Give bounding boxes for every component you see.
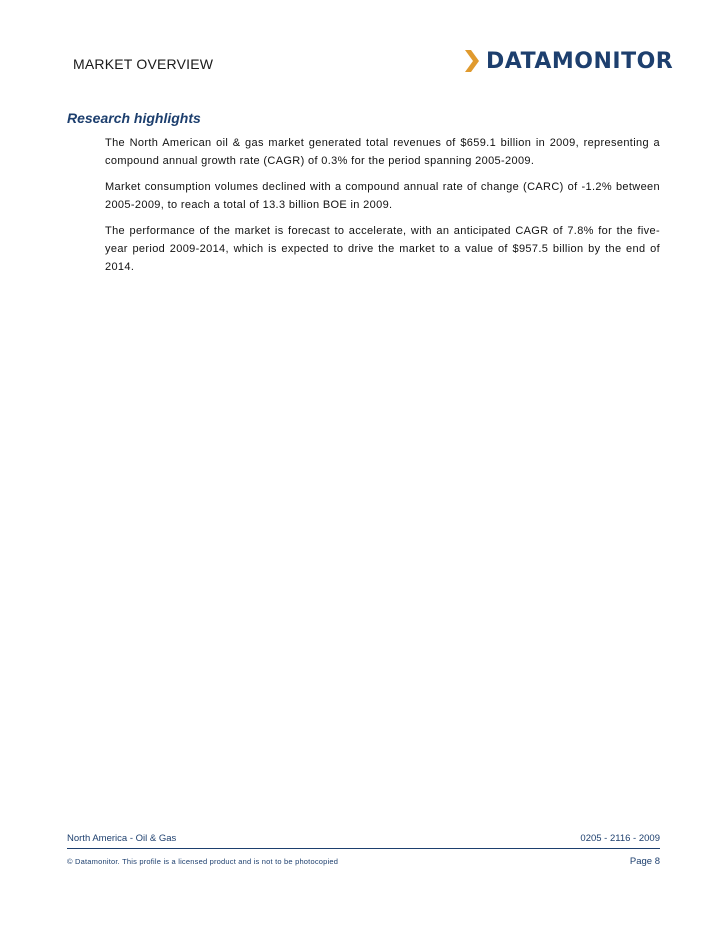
footer-divider bbox=[67, 848, 660, 849]
page-section-title: MARKET OVERVIEW bbox=[73, 56, 214, 72]
highlight-paragraph: Market consumption volumes declined with a compound annual rate of change (CARC) of -1.2% between 2005-2009, to reach a total of 13.3 billion BOE in 2009. bbox=[105, 181, 660, 211]
datamonitor-logo bbox=[462, 47, 673, 75]
section-heading: Research highlights bbox=[67, 110, 201, 126]
footer-copyright: © Datamonitor. This profile is a licensed product and is not to be photocopied bbox=[67, 857, 339, 866]
footer-report-name: North America - Oil & Gas bbox=[67, 833, 177, 844]
logo-text: DATAMONITOR bbox=[486, 48, 674, 74]
footer-report-code: 0205 - 2116 - 2009 bbox=[580, 833, 660, 844]
datamonitor-chevron-icon bbox=[462, 49, 482, 73]
highlight-paragraph: The North American oil & gas market generated total revenues of $659.1 billion in 2009, representing a compound annual growth rate (CAGR) of 0.3% for the period spanning 2005-2009. bbox=[105, 137, 660, 167]
highlights-content bbox=[105, 134, 660, 284]
highlight-paragraph: The performance of the market is forecast to accelerate, with an anticipated CAGR of 7.8% for the five-year period 2009-2014, which is expected to drive the market to a value of $957.5 billion by the end of 2014. bbox=[105, 225, 660, 273]
page-number: Page 8 bbox=[629, 856, 660, 867]
